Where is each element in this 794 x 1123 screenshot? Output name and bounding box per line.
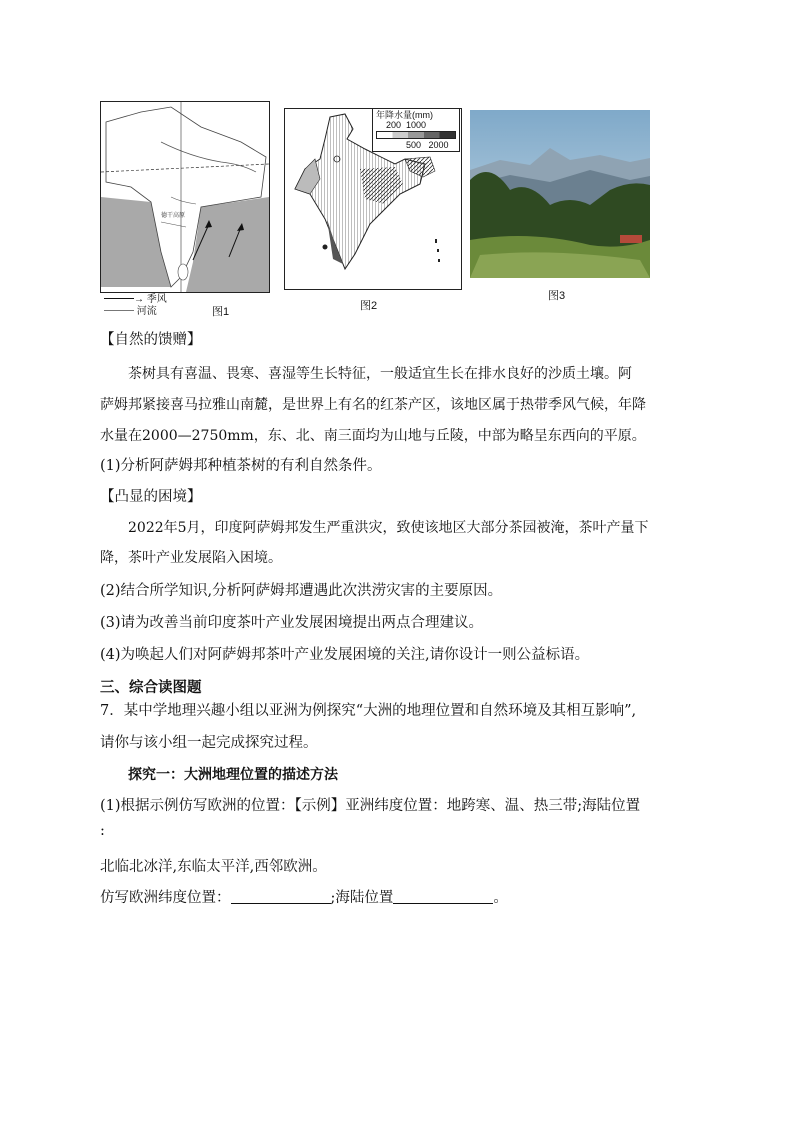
deccan-plateau-label: 德干高原 [161,212,186,219]
fig1-caption: 图1 [212,306,230,318]
gift-para-line-2: 萨姆邦紧接喜马拉雅山南麓，是世界上有名的红茶产区，该地区属于热带季风气候，年降 [100,397,646,413]
q7-line-1: 7．某中学地理兴趣小组以亚洲为例探究“大洲的地理位置和自然环境及其相互影响”, [100,703,637,719]
section-plight-title: 【凸显的困境】 [100,489,202,505]
fig2-legend [372,108,460,152]
sub1-line-2: : [100,823,105,839]
india-monsoon-map [101,102,269,292]
figure-3-photo [470,110,650,278]
gift-para-line-3: 水量在2000—2750mm，东、北、南三面均为山地与丘陵，中部为略呈东西向的平原。 [100,428,646,444]
fig2-caption: 图2 [360,300,378,312]
rainfall-legend-bar [376,131,456,139]
fig1-legend: → 季风 河流 [104,294,167,318]
fill-suffix: 。 [493,890,508,906]
plight-para-line-1: 2022年5月，印度阿萨姆邦发生严重洪灾，致使该地区大部分茶园被淹，茶叶产量下 [128,520,649,536]
rainfall-legend-bottom: 500 2000 [406,140,449,150]
rainfall-legend-title: 年降水量(mm) [376,110,433,120]
rainfall-legend-top: 200 1000 [386,120,427,130]
question-4: (4)为唤起人们对阿萨姆邦茶叶产业发展困境的关注,请你设计一则公益标语。 [100,647,590,663]
sub1-line-3: 北临北冰洋,东临太平洋,西邻欧洲。 [100,859,327,875]
fill-prefix: 仿写欧洲纬度位置： [100,890,231,906]
sub1-line-1: (1)根据示例仿写欧洲的位置：【示例】亚洲纬度位置：地跨寒、温、热三带;海陆位置 [100,798,641,814]
legend-river: 河流 [136,306,157,317]
legend-monsoon: 季风 [146,294,167,305]
fig3-caption: 图3 [548,290,566,302]
explore-1-title: 探究一：大洲地理位置的描述方法 [128,767,338,783]
figure-1-map [100,101,270,293]
fill-mid: ;海陆位置 [330,890,394,906]
q7-line-2: 请你与该小组一起完成探究过程。 [100,735,318,751]
section-3-heading: 三、综合读图题 [100,680,202,696]
sea-land-blank[interactable] [393,889,493,904]
question-2: (2)结合所学知识,分析阿萨姆邦遭遇此次洪涝灾害的主要原因。 [100,583,503,599]
question-1: (1)分析阿萨姆邦种植茶树的有利自然条件。 [100,458,382,474]
plight-para-line-2: 降，茶叶产业发展陷入困境。 [100,550,282,566]
gift-para-line-1: 茶树具有喜温、畏寒、喜湿等生长特征，一般适宜生长在排水良好的沙质土壤。阿 [128,366,632,382]
latitude-blank[interactable] [231,889,331,904]
fill-in-line [100,887,508,909]
section-gift-title: 【自然的馈赠】 [100,332,202,348]
question-3: (3)请为改善当前印度茶叶产业发展困境提出两点合理建议。 [100,615,484,631]
